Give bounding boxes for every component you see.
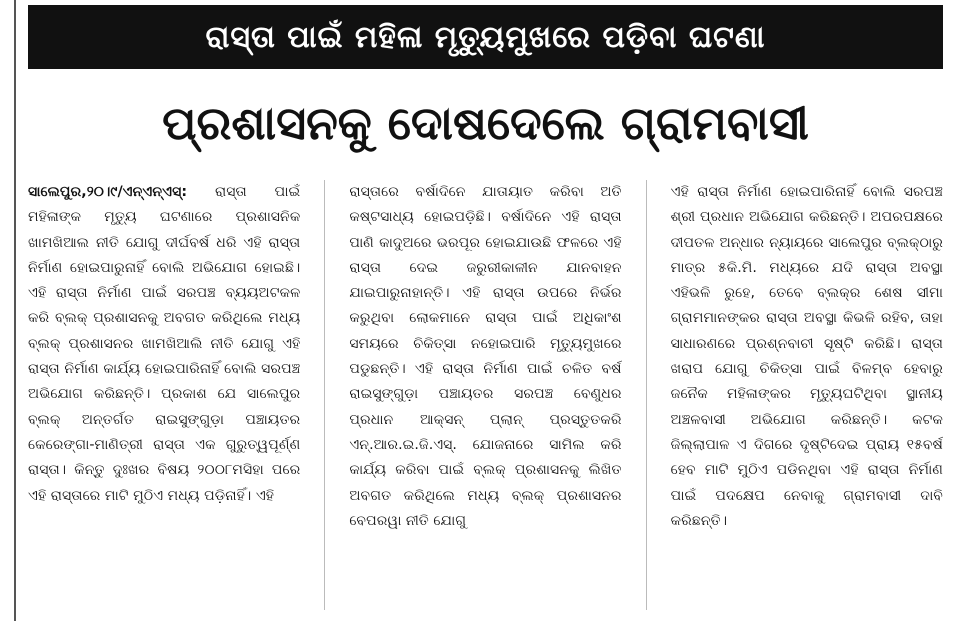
left-margin-rule — [14, 0, 16, 621]
article-body — [28, 180, 943, 610]
headline-text: ପ୍ରଶାସନକୁ ଦୋଷଦେଲେ ଗ୍ରାମବାସୀ — [162, 96, 809, 150]
column-text: ଏହି ରାସ୍ତା ନିର୍ମାଣ ହୋଇପାରିନାହିଁ ବୋଲି ସରପଞ୍ଚ ଶ୍ରୀ ପ୍ରଧାନ ଅଭିଯୋଗ କରିଛନ୍ତି। ଅପରପକ୍ଷରେ ଦୀପତଳ ଅନ୍ଧାର ନ୍ୟାୟରେ ସାଲେପୁର ବ୍ଲକ୍‌ଠାରୁ ମାତ୍ର ୫କି.ମି. ମଧ୍ୟରେ ଯଦି ରାସ୍ତା ଅବସ୍ଥା ଏହିଭଳି ରୁହେ, ତେବେ ବ୍ଲକ୍‌ର ଶେଷ ସୀମା ଗ୍ରାମମାନଙ୍କର ରାସ୍ତା ଅବସ୍ଥା କିଭଳି ରହିବ, ତାହା ସାଧାରଣରେ ପ୍ରଶ୍ନବାଚୀ ସୃଷ୍ଟି କରିଛି। ରାସ୍ତା ଖରାପ ଯୋଗୁ ଚିକିତ୍ସା ପାଇଁ ବିଳମ୍ବ ହେବାରୁ ଜନୈକ ମହିଳାଙ୍କର ମୃତ୍ୟୁଘଟିଥିବା ସ୍ଥାନୀୟ ଅଞ୍ଚଳବାସୀ ଅଭିଯୋଗ କରିଛନ୍ତି। କଟକ ଜିଲ୍ଲାପାଳ ଏ ଦିଗରେ ଦୃଷ୍ଟିଦେଇ ପ୍ରାୟ ୧୫ବର୍ଷ ହେବ ମାଟି ମୁଠିଏ ପଡିନଥିବା ଏହି ରାସ୍ତା ନିର୍ମାଣ ପାଇଁ ପଦକ୍ଷେପ ନେବାକୁ ଗ୍ରାମବାସୀ ଦାବି କରିଛନ୍ତି। — [670, 184, 943, 529]
article-column-2 — [349, 180, 621, 610]
kicker-text: ରାସ୍ତା ପାଇଁ ମହିଳା ମୃତ୍ୟୁମୁଖରେ ପଡ଼ିବା ଘଟଣା — [205, 19, 766, 55]
column-divider — [324, 180, 325, 610]
article-column-3 — [671, 180, 943, 610]
column-text: ରାସ୍ତା ପାଇଁ ମହିଳାଙ୍କ ମୃତ୍ୟୁ ଘଟଣାରେ ପ୍ରଶାସନିକ ଖାମଖିଆଲ ନୀତି ଯୋଗୁ ଦୀର୍ଘବର୍ଷ ଧରି ଏହି ରାସ୍ତା ନିର୍ମାଣ ହୋଇପାରୁନାହିଁ ବୋଲି ଅଭିଯୋଗ ହୋଇଛି। ଏହି ରାସ୍ତା ନିର୍ମାଣ ପାଇଁ ସରପଞ୍ଚ ବ୍ୟୟଅଟକଳ କରି ବ୍ଲକ୍ ପ୍ରଶାସନକୁ ଅବଗତ କରିଥିଲେ ମଧ୍ୟ ବ୍ଲକ୍ ପ୍ରଶାସନର ଖାମଖିଆଲି ନୀତି ଯୋଗୁ ଏହି ରାସ୍ତା ନିର୍ମାଣ କାର୍ଯ୍ୟ ହୋଇପାରିନାହିଁ ବୋଲି ସରପଞ୍ଚ ଅଭିଯୋଗ କରିଛନ୍ତି। ପ୍ରକାଶ ଯେ ସାଲେପୁର ବ୍ଲକ୍ ଅନ୍ତର୍ଗତ ରାଇସୁଙ୍ଗୁଡ଼ା ପଞ୍ଚାୟତର କେରେଙ୍ଗା-ମାଣିତ୍ରୀ ରାସ୍ତା ଏକ ଗୁରୁତ୍ୱପୂର୍ଣ୍ଣ ରାସ୍ତା। କିନ୍ତୁ ଦୁଃଖର ବିଷୟ ୨୦୦୮ମସିହା ପରେ ଏହି ରାସ୍ତାରେ ମାଟି ମୁଠିଏ ମଧ୍ୟ ପଡ଼ିନାହିଁ। ଏହି — [28, 184, 301, 504]
headline — [28, 84, 943, 164]
dateline: ସାଲେପୁର,୨୦।୯/ଏନ୍ଏନ୍ଏସ୍: — [28, 184, 188, 200]
column-text: ରାସ୍ତାରେ ବର୍ଷାଦିନେ ଯାତାୟାତ କରିବା ଅତି କଷ୍ଟସାଧ୍ୟ ହୋଇପଡ଼ିଛି। ବର୍ଷାଦିନେ ଏହି ରାସ୍ତା ପାଣି କାଦୁଅରେ ଭରପୂର ହୋଇଯାଉଛି ଫଳରେ ଏହି ରାସ୍ତା ଦେଇ ଜରୁରୀକାଳୀନ ଯାନବାହନ ଯାଇପାରୁନାହାନ୍ତି। ଏହି ରାସ୍ତା ଉପରେ ନିର୍ଭର କରୁଥିବା ଲୋକମାନେ ରାସ୍ତା ପାଇଁ ଅଧିକାଂଶ ସମୟରେ ଚିକିତ୍ସା ନହୋଇପାରି ମୃତ୍ୟୁମୁଖରେ ପଡୁଛନ୍ତି। ଏହି ରାସ୍ତା ନିର୍ମାଣ ପାଇଁ ଚଳିତ ବର୍ଷ ରାଇସୁଙ୍ଗୁଡ଼ା ପଞ୍ଚାୟତର ସରପଞ୍ଚ ବେଣୁଧର ପ୍ରଧାନ ଆକ୍ସନ୍ ପ୍ଲାନ୍ ପ୍ରସ୍ତୁତକରି ଏନ୍.ଆର.ଇ.ଜି.ଏସ୍. ଯୋଜନାରେ ସାମିଲ କରି କାର୍ଯ୍ୟ କରିବା ପାଇଁ ବ୍ଲକ୍ ପ୍ରଶାସନକୁ ଲିଖିତ ଅବଗତ କରିଥିଲେ ମଧ୍ୟ ବ୍ଲକ୍ ପ୍ରଶାସନର ବେପରୱା ନୀତି ଯୋଗୁ — [349, 184, 622, 529]
column-divider — [646, 180, 647, 610]
paragraph — [28, 180, 300, 509]
article-column-1 — [28, 180, 300, 610]
kicker-banner — [28, 5, 943, 69]
